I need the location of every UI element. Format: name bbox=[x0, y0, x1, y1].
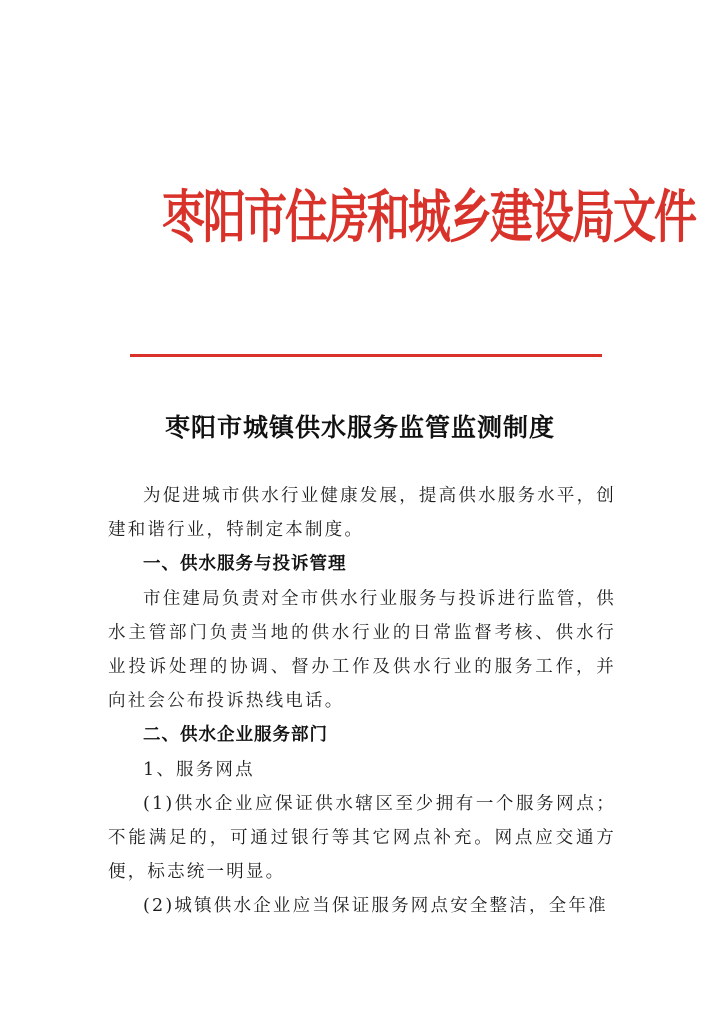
intro-paragraph: 为促进城市供水行业健康发展，提高供水服务水平，创建和谐行业，特制定本制度。 bbox=[108, 486, 616, 541]
section-2-item-1: (1)供水企业应保证供水辖区至少拥有一个服务网点；不能满足的，可通过银行等其它网点补充。网点应交通方便，标志统一明显。 bbox=[108, 793, 616, 883]
section-1-heading: 一、供水服务与投诉管理 bbox=[143, 554, 347, 575]
section-2-heading: 二、供水企业服务部门 bbox=[143, 725, 328, 746]
document-body bbox=[108, 479, 616, 924]
section-2-item-2: (2)城镇供水企业应当保证服务网点安全整洁，全年准 bbox=[143, 896, 608, 917]
agency-letterhead-title: 枣阳市住房和城乡建设局文件 bbox=[162, 185, 695, 251]
letterhead bbox=[112, 168, 695, 368]
red-divider-line bbox=[130, 354, 602, 357]
section-1-paragraph: 市住建局负责对全市供水行业服务与投诉进行监管，供水主管部门负责当地的供水行业的日常监督考核、供水行业投诉处理的协调、督办工作及供水行业的服务工作，并向社会公布投诉热线电话。 bbox=[108, 588, 616, 712]
section-2-subheading: 1、服务网点 bbox=[143, 759, 255, 780]
document-title: 枣阳市城镇供水服务监管监测制度 bbox=[164, 413, 555, 442]
